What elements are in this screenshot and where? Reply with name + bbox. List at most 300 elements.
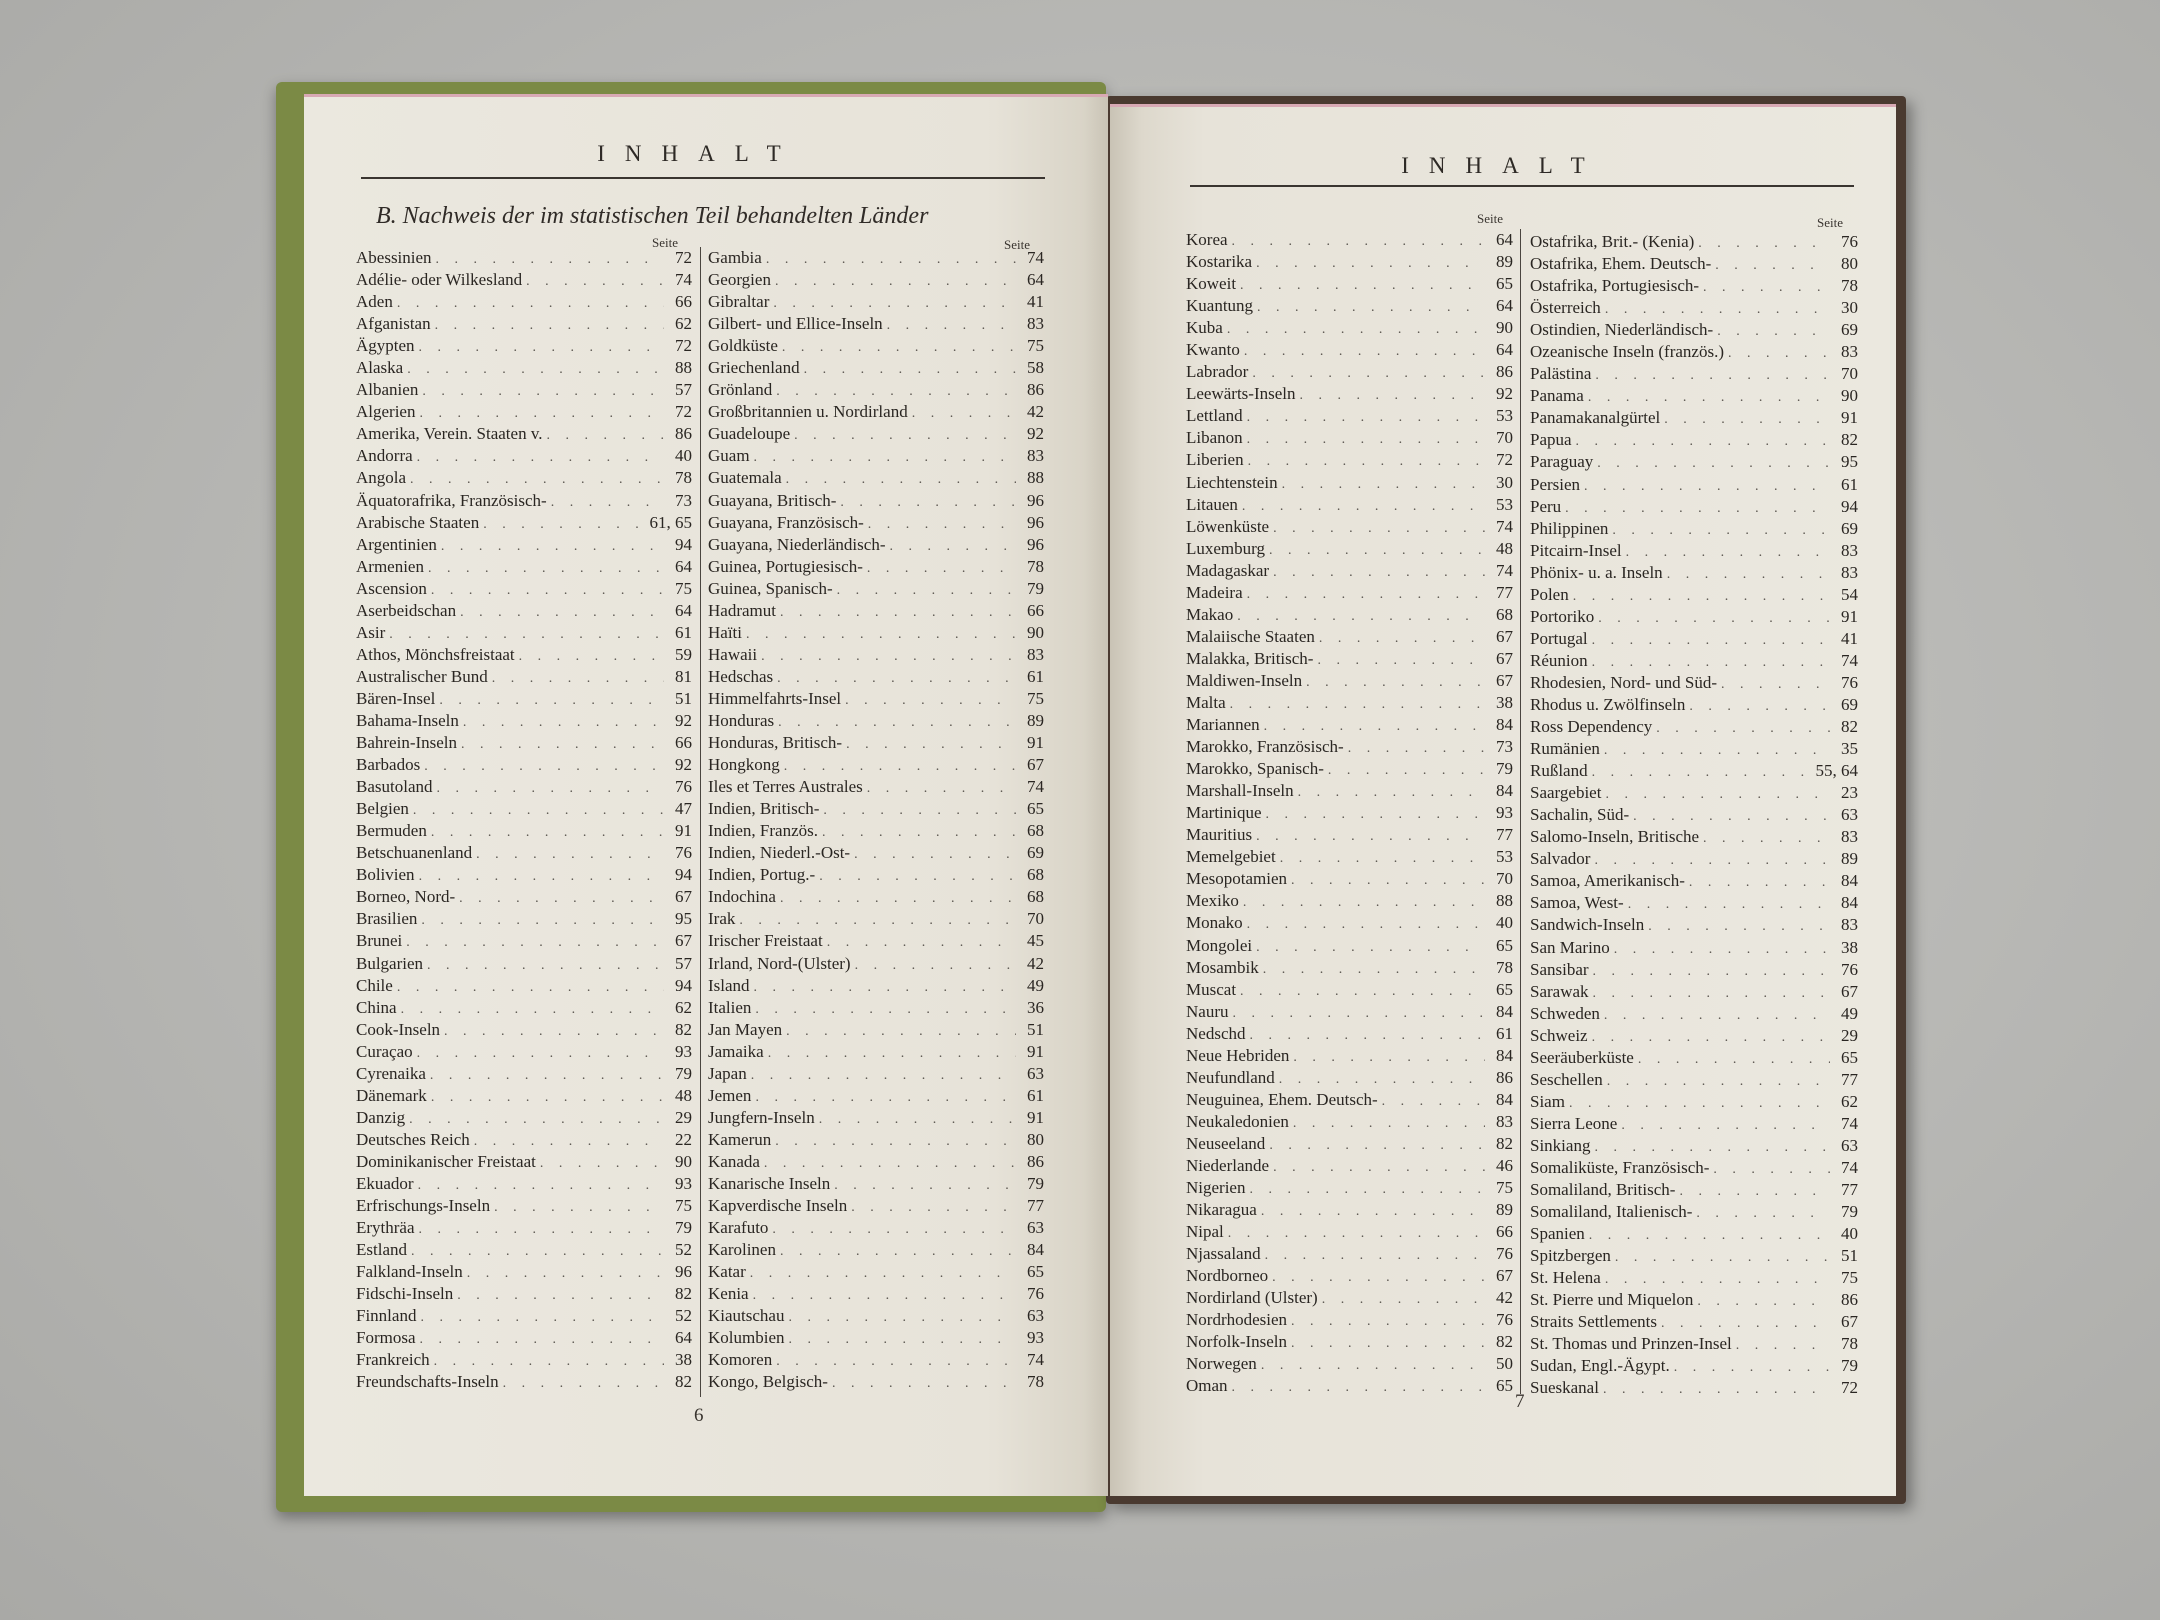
dot-leader <box>418 1175 664 1195</box>
entry-page: 72 <box>1496 450 1513 470</box>
index-entry <box>1186 957 1513 979</box>
dot-leader <box>1703 277 1830 297</box>
entry-country: Sandwich-Inseln <box>1530 915 1645 935</box>
entry-country: Deutsches Reich <box>356 1129 470 1149</box>
index-entry <box>1530 496 1858 518</box>
index-entry <box>356 335 692 357</box>
entry-country: Kiautschau <box>708 1306 785 1326</box>
entry-page: 65 <box>1496 274 1513 294</box>
dot-leader <box>867 558 1016 578</box>
dot-leader <box>461 734 664 754</box>
entry-page: 83 <box>1027 644 1044 664</box>
entry-country: Amerika, Verein. Staaten v. <box>356 424 543 444</box>
entry-country: Falkland-Inseln <box>356 1262 463 1282</box>
entry-page: 82 <box>1841 717 1858 737</box>
dot-leader <box>460 602 664 622</box>
index-entry <box>1186 494 1513 516</box>
entry-country: Polen <box>1530 584 1569 604</box>
dot-leader <box>1243 892 1485 912</box>
entry-country: St. Helena <box>1530 1268 1601 1288</box>
dot-leader <box>417 1043 664 1063</box>
index-entry <box>356 1217 692 1239</box>
dot-leader <box>786 1021 1016 1041</box>
entry-country: Betschuanenland <box>356 843 473 863</box>
entry-country: Norwegen <box>1186 1354 1257 1374</box>
entry-page: 82 <box>1496 1332 1513 1352</box>
index-entry <box>1186 1177 1513 1199</box>
entry-country: Rußland <box>1530 761 1588 781</box>
entry-page: 91 <box>1027 1041 1044 1061</box>
entry-page: 67 <box>1841 1312 1858 1332</box>
index-entry <box>1530 1179 1858 1201</box>
index-entry <box>1530 275 1858 297</box>
dot-leader <box>413 800 664 820</box>
entry-page: 42 <box>1496 1288 1513 1308</box>
entry-page: 30 <box>1841 298 1858 318</box>
entry-country: Australischer Bund <box>356 666 488 686</box>
dot-leader <box>431 822 664 842</box>
entry-page: 41 <box>1841 628 1858 648</box>
entry-page: 38 <box>1841 937 1858 957</box>
entry-page: 70 <box>1841 364 1858 384</box>
index-entry <box>1186 1353 1513 1375</box>
index-entry <box>708 1129 1044 1151</box>
dot-leader <box>1266 804 1485 824</box>
index-entry <box>1530 672 1858 694</box>
entry-country: Kanarische Inseln <box>708 1173 831 1193</box>
dot-leader <box>439 690 664 710</box>
entry-page: 64 <box>1027 270 1044 290</box>
entry-country: Somaliküste, Französisch- <box>1530 1157 1710 1177</box>
entry-page: 89 <box>1496 252 1513 272</box>
entry-country: Sudan, Engl.-Ägypt. <box>1530 1356 1670 1376</box>
entry-page: 49 <box>1027 975 1044 995</box>
index-entry <box>356 1305 692 1327</box>
entry-page: 67 <box>1841 981 1858 1001</box>
dot-leader <box>766 249 1016 269</box>
index-entry <box>356 490 692 512</box>
entry-country: Spitzbergen <box>1530 1246 1611 1266</box>
entry-country: Madeira <box>1186 582 1243 602</box>
entry-country: Jan Mayen <box>708 1019 783 1039</box>
index-entry <box>1186 912 1513 934</box>
dot-leader <box>1595 365 1830 385</box>
entry-page: 53 <box>1496 847 1513 867</box>
index-entry <box>356 1129 692 1151</box>
entry-country: Bahrein-Inseln <box>356 733 458 753</box>
index-entry <box>1530 1047 1858 1069</box>
dot-leader <box>1247 407 1485 427</box>
entry-country: Gambia <box>708 248 762 267</box>
dot-leader <box>417 447 664 467</box>
index-entry <box>1530 1069 1858 1091</box>
index-entry <box>1186 1111 1513 1133</box>
dot-leader <box>1715 255 1830 275</box>
entry-page: 74 <box>1841 1157 1858 1177</box>
index-entry <box>1186 339 1513 361</box>
entry-country: Guayana, Niederländisch- <box>708 534 886 554</box>
entry-country: Großbritannien u. Nordirland <box>708 402 908 422</box>
dot-leader <box>832 1373 1016 1393</box>
index-entry <box>356 1349 692 1371</box>
dot-leader <box>1249 1025 1485 1045</box>
dot-leader <box>1592 652 1830 672</box>
entry-country: Guinea, Portugiesisch- <box>708 556 863 576</box>
entry-country: Ostafrika, Ehem. Deutsch- <box>1530 254 1712 274</box>
dot-leader <box>1227 319 1485 339</box>
entry-country: Georgien <box>708 270 771 290</box>
page-header: INHALT <box>597 141 801 166</box>
entry-country: Grönland <box>708 380 773 400</box>
entry-country: Honduras, Britisch- <box>708 733 843 753</box>
entry-page: 93 <box>1496 803 1513 823</box>
index-entry <box>1530 1245 1858 1267</box>
dot-leader <box>1717 321 1830 341</box>
dot-leader <box>424 756 664 776</box>
seite-label: Seite <box>1477 211 1503 226</box>
entry-page: 61 <box>1496 1023 1513 1043</box>
index-entry <box>1186 868 1513 890</box>
index-entry <box>1530 1267 1858 1289</box>
left-page <box>304 94 1108 1496</box>
entry-country: Formosa <box>356 1328 416 1348</box>
entry-page: 70 <box>1496 869 1513 889</box>
entry-country: Lettland <box>1186 406 1243 426</box>
entry-country: Guayana, Französisch- <box>708 512 864 532</box>
column-divider <box>700 247 701 1397</box>
index-entry <box>708 908 1044 930</box>
index-entry <box>356 798 692 820</box>
dot-leader <box>1576 431 1830 451</box>
dot-leader <box>431 580 664 600</box>
entry-country: Katar <box>708 1262 746 1282</box>
index-entry <box>708 1063 1044 1085</box>
entry-country: Libanon <box>1186 428 1243 448</box>
index-entry <box>708 1371 1044 1393</box>
dot-leader <box>420 1329 665 1349</box>
dot-leader <box>1614 939 1830 959</box>
entry-country: Indochina <box>708 887 776 907</box>
entry-country: Jemen <box>708 1085 752 1105</box>
entry-page: 75 <box>1841 1268 1858 1288</box>
entry-page: 76 <box>675 777 692 797</box>
dot-leader <box>1721 674 1830 694</box>
dot-leader <box>1265 1245 1485 1265</box>
dot-leader <box>1256 826 1485 846</box>
entry-page: 84 <box>1496 715 1513 735</box>
entry-country: Sueskanal <box>1530 1378 1599 1398</box>
index-entry <box>1530 870 1858 892</box>
entry-country: Litauen <box>1186 494 1238 514</box>
entry-country: Sarawak <box>1530 981 1589 1001</box>
entry-country: Guam <box>708 446 750 466</box>
entry-country: Italien <box>708 997 752 1017</box>
entry-page: 77 <box>1496 825 1513 845</box>
entry-country: Honduras <box>708 710 775 730</box>
index-entry <box>1186 1001 1513 1023</box>
entry-country: Aserbeidschan <box>356 600 457 620</box>
entry-country: Somaliland, Italienisch- <box>1530 1202 1693 1222</box>
dot-leader <box>401 999 664 1019</box>
dot-leader <box>1598 608 1830 628</box>
entry-country: Marokko, Spanisch- <box>1186 759 1324 779</box>
index-entry <box>1186 317 1513 339</box>
dot-leader <box>1261 1201 1485 1221</box>
index-entry <box>708 578 1044 600</box>
entry-page: 63 <box>1027 1306 1044 1326</box>
index-entry <box>1530 981 1858 1003</box>
index-entry <box>708 622 1044 644</box>
entry-page: 77 <box>1841 1069 1858 1089</box>
dot-leader <box>1291 870 1485 890</box>
entry-country: Haïti <box>708 622 742 642</box>
entry-page: 29 <box>1841 1025 1858 1045</box>
entry-country: Athos, Mönchsfreistaat <box>356 644 515 664</box>
index-entry <box>708 732 1044 754</box>
index-entry <box>356 688 692 710</box>
entry-country: Frankreich <box>356 1350 430 1370</box>
entry-country: Portoriko <box>1530 606 1595 626</box>
dot-leader <box>868 514 1016 534</box>
dot-leader <box>1291 1333 1485 1353</box>
index-entry <box>1186 449 1513 471</box>
entry-country: Basutoland <box>356 777 433 797</box>
dot-leader <box>1282 474 1485 494</box>
entry-country: China <box>356 997 397 1017</box>
entry-page: 40 <box>1841 1224 1858 1244</box>
index-entry <box>1186 935 1513 957</box>
index-entry <box>708 644 1044 666</box>
entry-page: 47 <box>675 799 692 819</box>
entry-page: 82 <box>1841 430 1858 450</box>
entry-page: 84 <box>1841 871 1858 891</box>
index-entry <box>708 1217 1044 1239</box>
entry-country: Belgien <box>356 799 409 819</box>
entry-country: Neue Hebriden <box>1186 1045 1290 1065</box>
entry-country: Abessinien <box>356 248 432 267</box>
dot-leader <box>782 337 1016 357</box>
dot-leader <box>823 800 1016 820</box>
entry-country: Maldiwen-Inseln <box>1186 670 1303 690</box>
dot-leader <box>1300 385 1485 405</box>
entry-country: Hawaii <box>708 644 758 664</box>
entry-page: 64 <box>675 1328 692 1348</box>
entry-page: 83 <box>1841 562 1858 582</box>
dot-leader <box>1648 916 1830 936</box>
index-entry <box>1530 848 1858 870</box>
entry-page: 48 <box>675 1085 692 1105</box>
entry-page: 74 <box>1027 777 1044 797</box>
index-entry <box>356 357 692 379</box>
dot-leader <box>1244 341 1485 361</box>
entry-country: Madagaskar <box>1186 560 1270 580</box>
entry-country: Ostafrika, Brit.- (Kenia) <box>1530 232 1695 251</box>
page-number: 6 <box>694 1405 704 1426</box>
entry-country: Karafuto <box>708 1218 769 1238</box>
entry-page: 67 <box>675 931 692 951</box>
right-page <box>1110 104 1896 1496</box>
entry-page: 76 <box>1027 1284 1044 1304</box>
index-entry <box>356 269 692 291</box>
index-entry <box>708 1327 1044 1349</box>
entry-page: 83 <box>1496 1111 1513 1131</box>
dot-leader <box>1661 1313 1830 1333</box>
header-rule <box>361 177 1045 179</box>
dot-leader <box>546 425 664 445</box>
index-entry <box>1530 914 1858 936</box>
entry-page: 63 <box>1841 1135 1858 1155</box>
index-entry <box>356 401 692 423</box>
entry-country: Indien, Französ. <box>708 821 819 841</box>
dot-leader <box>457 1285 664 1305</box>
entry-page: 72 <box>675 336 692 356</box>
dot-leader <box>1697 1291 1830 1311</box>
index-entry <box>356 1107 692 1129</box>
entry-page: 78 <box>1841 276 1858 296</box>
entry-country: Bermuden <box>356 821 427 841</box>
dot-leader <box>459 888 664 908</box>
entry-country: Argentinien <box>356 534 437 554</box>
entry-country: Muscat <box>1186 979 1237 999</box>
dot-leader <box>789 1329 1017 1349</box>
entry-country: Kanada <box>708 1151 760 1171</box>
dot-leader <box>1317 650 1485 670</box>
index-entry <box>1186 1155 1513 1177</box>
entry-page: 72 <box>675 402 692 422</box>
dot-leader <box>1240 275 1485 295</box>
entry-page: 65 <box>1496 935 1513 955</box>
index-entry <box>1530 1355 1858 1377</box>
entry-page: 58 <box>1027 358 1044 378</box>
entry-page: 79 <box>675 1063 692 1083</box>
entry-page: 78 <box>1841 1334 1858 1354</box>
index-entry <box>356 445 692 467</box>
dot-leader <box>436 249 664 269</box>
entry-page: 64 <box>675 556 692 576</box>
index-entry <box>1530 407 1858 429</box>
entry-page: 91 <box>1027 733 1044 753</box>
entry-country: Memelgebiet <box>1186 847 1276 867</box>
index-entry <box>1530 1091 1858 1113</box>
entry-country: Portugal <box>1530 628 1588 648</box>
entry-country: Nikaragua <box>1186 1200 1257 1220</box>
index-entry <box>356 379 692 401</box>
dot-leader <box>1293 1113 1485 1133</box>
dot-leader <box>1593 983 1830 1003</box>
dot-leader <box>1597 453 1830 473</box>
index-entry <box>708 357 1044 379</box>
entry-country: Guayana, Britisch- <box>708 490 837 510</box>
entry-page: 84 <box>1027 1240 1044 1260</box>
index-entry <box>708 1261 1044 1283</box>
entry-country: Japan <box>708 1063 747 1083</box>
entry-country: Ekuador <box>356 1173 414 1193</box>
dot-leader <box>754 977 1016 997</box>
entry-country: Ozeanische Inseln (französ.) <box>1530 342 1724 362</box>
entry-page: 63 <box>1027 1218 1044 1238</box>
entry-page: 46 <box>1496 1155 1513 1175</box>
dot-leader <box>804 359 1016 379</box>
entry-page: 36 <box>1027 997 1044 1017</box>
entry-page: 91 <box>1841 606 1858 626</box>
entry-country: Papua <box>1530 430 1572 450</box>
dot-leader <box>1273 518 1485 538</box>
entry-page: 65 <box>1027 1262 1044 1282</box>
index-entry <box>356 1085 692 1107</box>
index-entry <box>1186 1375 1513 1397</box>
index-entry <box>356 886 692 908</box>
dot-leader <box>407 359 664 379</box>
entry-country: Somaliland, Britisch- <box>1530 1180 1676 1200</box>
entry-country: Mariannen <box>1186 715 1260 735</box>
entry-page: 64 <box>675 600 692 620</box>
dot-leader <box>794 425 1016 445</box>
index-entry <box>1530 319 1858 341</box>
dot-leader <box>389 624 664 644</box>
entry-page: 35 <box>1841 739 1858 759</box>
index-entry <box>708 1173 1044 1195</box>
entry-country: Réunion <box>1530 650 1588 670</box>
dot-leader <box>1319 628 1485 648</box>
dot-leader <box>1594 1137 1830 1157</box>
entry-page: 76 <box>1841 672 1858 692</box>
dot-leader <box>1689 696 1830 716</box>
entry-country: Nordborneo <box>1186 1266 1269 1286</box>
entry-page: 76 <box>1841 959 1858 979</box>
entry-country: Mosambik <box>1186 957 1259 977</box>
index-entry <box>1530 1311 1858 1333</box>
dot-leader <box>427 955 664 975</box>
entry-country: Neuseeland <box>1186 1133 1266 1153</box>
entry-country: Jungfern-Inseln <box>708 1107 815 1127</box>
dot-leader <box>1605 784 1830 804</box>
entry-country: Rhodesien, Nord- und Süd- <box>1530 672 1717 692</box>
index-entry <box>708 864 1044 886</box>
index-entry <box>1530 540 1858 562</box>
dot-leader <box>739 910 1016 930</box>
index-entry <box>708 445 1044 467</box>
index-entry <box>356 291 692 313</box>
index-entry <box>1530 363 1858 385</box>
index-entry <box>1186 1045 1513 1067</box>
index-entry <box>1186 890 1513 912</box>
entry-country: Koweit <box>1186 274 1237 294</box>
entry-page: 93 <box>675 1041 692 1061</box>
entry-country: Alaska <box>356 358 404 378</box>
entry-page: 59 <box>675 644 692 664</box>
index-entry <box>1186 1199 1513 1221</box>
entry-page: 84 <box>1496 1089 1513 1109</box>
dot-leader <box>437 778 665 798</box>
dot-leader <box>419 866 664 886</box>
entry-country: Afganistan <box>356 314 431 334</box>
entry-page: 78 <box>1027 556 1044 576</box>
dot-leader <box>778 712 1016 732</box>
dot-leader <box>1382 1091 1485 1111</box>
entry-page: 92 <box>1496 384 1513 404</box>
entry-page: 92 <box>1027 424 1044 444</box>
dot-leader <box>819 866 1016 886</box>
entry-country: Leewärts-Inseln <box>1186 384 1296 404</box>
entry-country: Mongolei <box>1186 935 1253 955</box>
index-entry <box>1186 251 1513 273</box>
entry-page: 96 <box>1027 490 1044 510</box>
entry-country: Löwenküste <box>1186 516 1270 536</box>
dot-leader <box>1607 1071 1830 1091</box>
entry-page: 66 <box>1027 600 1044 620</box>
index-entry <box>708 534 1044 556</box>
index-entry <box>1530 738 1858 760</box>
